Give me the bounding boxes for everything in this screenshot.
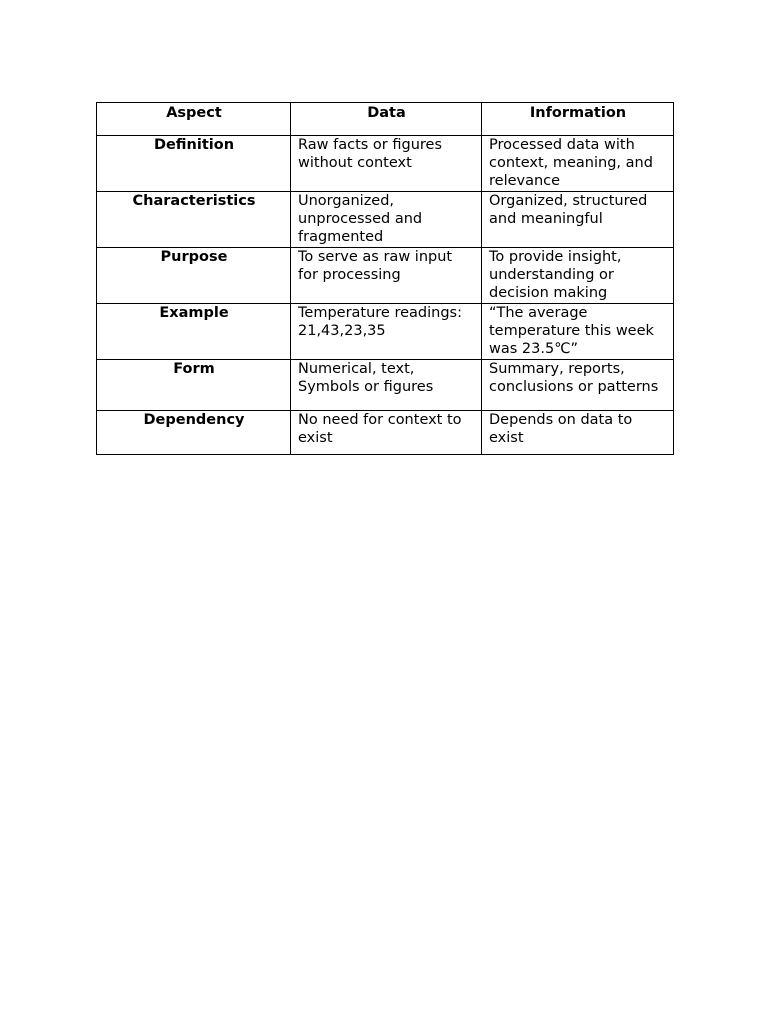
data-cell: Numerical, text, Symbols or figures <box>291 360 482 411</box>
data-vs-information-table <box>96 102 674 455</box>
data-cell: To serve as raw input for processing <box>291 248 482 304</box>
aspect-cell: Purpose <box>97 248 291 304</box>
aspect-cell: Example <box>97 304 291 360</box>
data-cell: Raw facts or figures without context <box>291 136 482 192</box>
table-row <box>97 360 674 411</box>
table-header-row <box>97 103 674 136</box>
information-cell: Summary, reports, conclusions or patterns <box>482 360 674 411</box>
information-cell: Organized, structured and meaningful <box>482 192 674 248</box>
aspect-cell: Form <box>97 360 291 411</box>
aspect-cell: Definition <box>97 136 291 192</box>
header-information: Information <box>482 103 674 136</box>
data-cell: Unorganized, unprocessed and fragmented <box>291 192 482 248</box>
information-cell: To provide insight, understanding or decision making <box>482 248 674 304</box>
information-cell: Depends on data to exist <box>482 411 674 455</box>
table-row <box>97 192 674 248</box>
data-cell: Temperature readings: 21,43,23,35 <box>291 304 482 360</box>
information-cell: Processed data with context, meaning, and relevance <box>482 136 674 192</box>
table-row <box>97 248 674 304</box>
table-row <box>97 411 674 455</box>
data-cell: No need for context to exist <box>291 411 482 455</box>
table-row <box>97 136 674 192</box>
table-row <box>97 304 674 360</box>
aspect-cell: Dependency <box>97 411 291 455</box>
aspect-cell: Characteristics <box>97 192 291 248</box>
information-cell: “The average temperature this week was 23.5℃” <box>482 304 674 360</box>
header-data: Data <box>291 103 482 136</box>
header-aspect: Aspect <box>97 103 291 136</box>
